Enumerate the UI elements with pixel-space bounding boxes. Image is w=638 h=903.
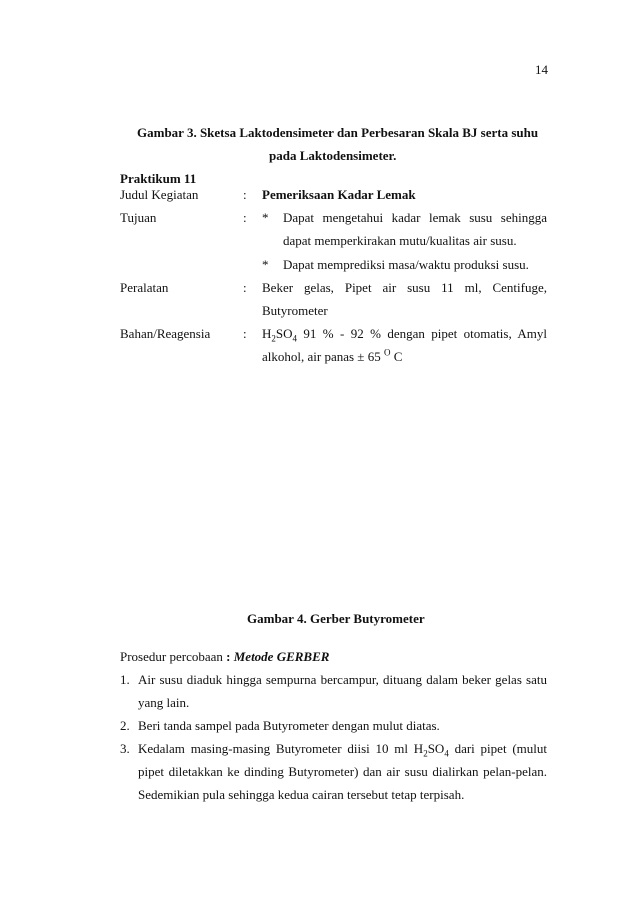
step-1-number: 1. bbox=[120, 672, 130, 687]
bullet-2: * bbox=[262, 257, 269, 272]
step-1-line2: yang lain. bbox=[138, 695, 190, 710]
step-3-line1 bbox=[138, 741, 547, 757]
bahan-line2 bbox=[262, 349, 402, 365]
procedure-colon: : bbox=[222, 649, 234, 664]
figure3-caption-line1: Gambar 3. Sketsa Laktodensimeter dan Perbesaran Skala BJ serta suhu bbox=[137, 125, 539, 140]
tujuan-item1-line2: dapat memperkirakan mutu/kualitas air susu. bbox=[283, 233, 517, 248]
degree-superscript: O bbox=[383, 347, 391, 358]
colon-bahan: : bbox=[243, 326, 247, 341]
page-number: 14 bbox=[535, 62, 548, 77]
colon-tujuan: : bbox=[243, 210, 247, 225]
bahan-line1 bbox=[262, 326, 547, 342]
so-symbol: SO bbox=[275, 326, 293, 341]
step-2-line1: Beri tanda sampel pada Butyrometer dengan mulut diatas. bbox=[138, 718, 440, 733]
peralatan-line2: Butyrometer bbox=[262, 303, 328, 318]
label-bahan-reagensia: Bahan/Reagensia bbox=[120, 326, 211, 341]
step-2-number: 2. bbox=[120, 718, 130, 733]
h-symbol: H bbox=[262, 326, 272, 341]
procedure-label: Prosedur percobaan bbox=[120, 649, 223, 664]
colon-judul: : bbox=[243, 187, 247, 202]
colon-peralatan: : bbox=[243, 280, 247, 295]
peralatan-line1: Beker gelas, Pipet air susu 11 ml, Centifuge, bbox=[262, 280, 547, 295]
step-1-line1: Air susu diaduk hingga sempurna bercampur, dituang dalam beker gelas satu bbox=[138, 672, 547, 687]
figure3-caption-line2: pada Laktodensimeter. bbox=[269, 148, 397, 163]
procedure-heading bbox=[120, 649, 329, 665]
step-3-subscript-4: 4 bbox=[444, 748, 449, 759]
bullet-1: * bbox=[262, 210, 269, 225]
figure4-caption: Gambar 4. Gerber Butyrometer bbox=[247, 611, 425, 626]
step-3-number: 3. bbox=[120, 741, 130, 756]
subscript-2: 2 bbox=[271, 333, 276, 344]
step-3-so: SO bbox=[427, 741, 445, 756]
label-judul-kegiatan: Judul Kegiatan bbox=[120, 187, 199, 202]
subscript-4: 4 bbox=[292, 333, 298, 344]
label-peralatan: Peralatan bbox=[120, 280, 169, 295]
step-3-line2: pipet diletakkan ke dinding Butyrometer) dan air susu dialirkan pelan-pelan. bbox=[138, 764, 547, 779]
bahan-line2-pre: alkohol, air panas ± 65 bbox=[262, 349, 384, 364]
step-3-line3: Sedemikian pula sehingga kedua cairan tersebut tetap terpisah. bbox=[138, 787, 465, 802]
value-judul-kegiatan: Pemeriksaan Kadar Lemak bbox=[262, 187, 416, 202]
label-tujuan: Tujuan bbox=[120, 210, 157, 225]
step-3-subscript-2: 2 bbox=[423, 748, 428, 759]
procedure-method: Metode GERBER bbox=[233, 649, 330, 664]
tujuan-item2: Dapat memprediksi masa/waktu produksi susu. bbox=[283, 257, 529, 272]
tujuan-item1-line1: Dapat mengetahui kadar lemak susu sehingga bbox=[283, 210, 547, 225]
bahan-line2-post: C bbox=[390, 349, 403, 364]
step-3-line1-pre: Kedalam masing-masing Butyrometer diisi 10 ml H bbox=[138, 741, 424, 756]
bahan-rest: 91 % - 92 % dengan pipet otomatis, Amyl bbox=[297, 326, 547, 341]
step-3-line1-post: dari pipet (mulut bbox=[448, 741, 547, 756]
practicum-title: Praktikum 11 bbox=[120, 171, 197, 186]
